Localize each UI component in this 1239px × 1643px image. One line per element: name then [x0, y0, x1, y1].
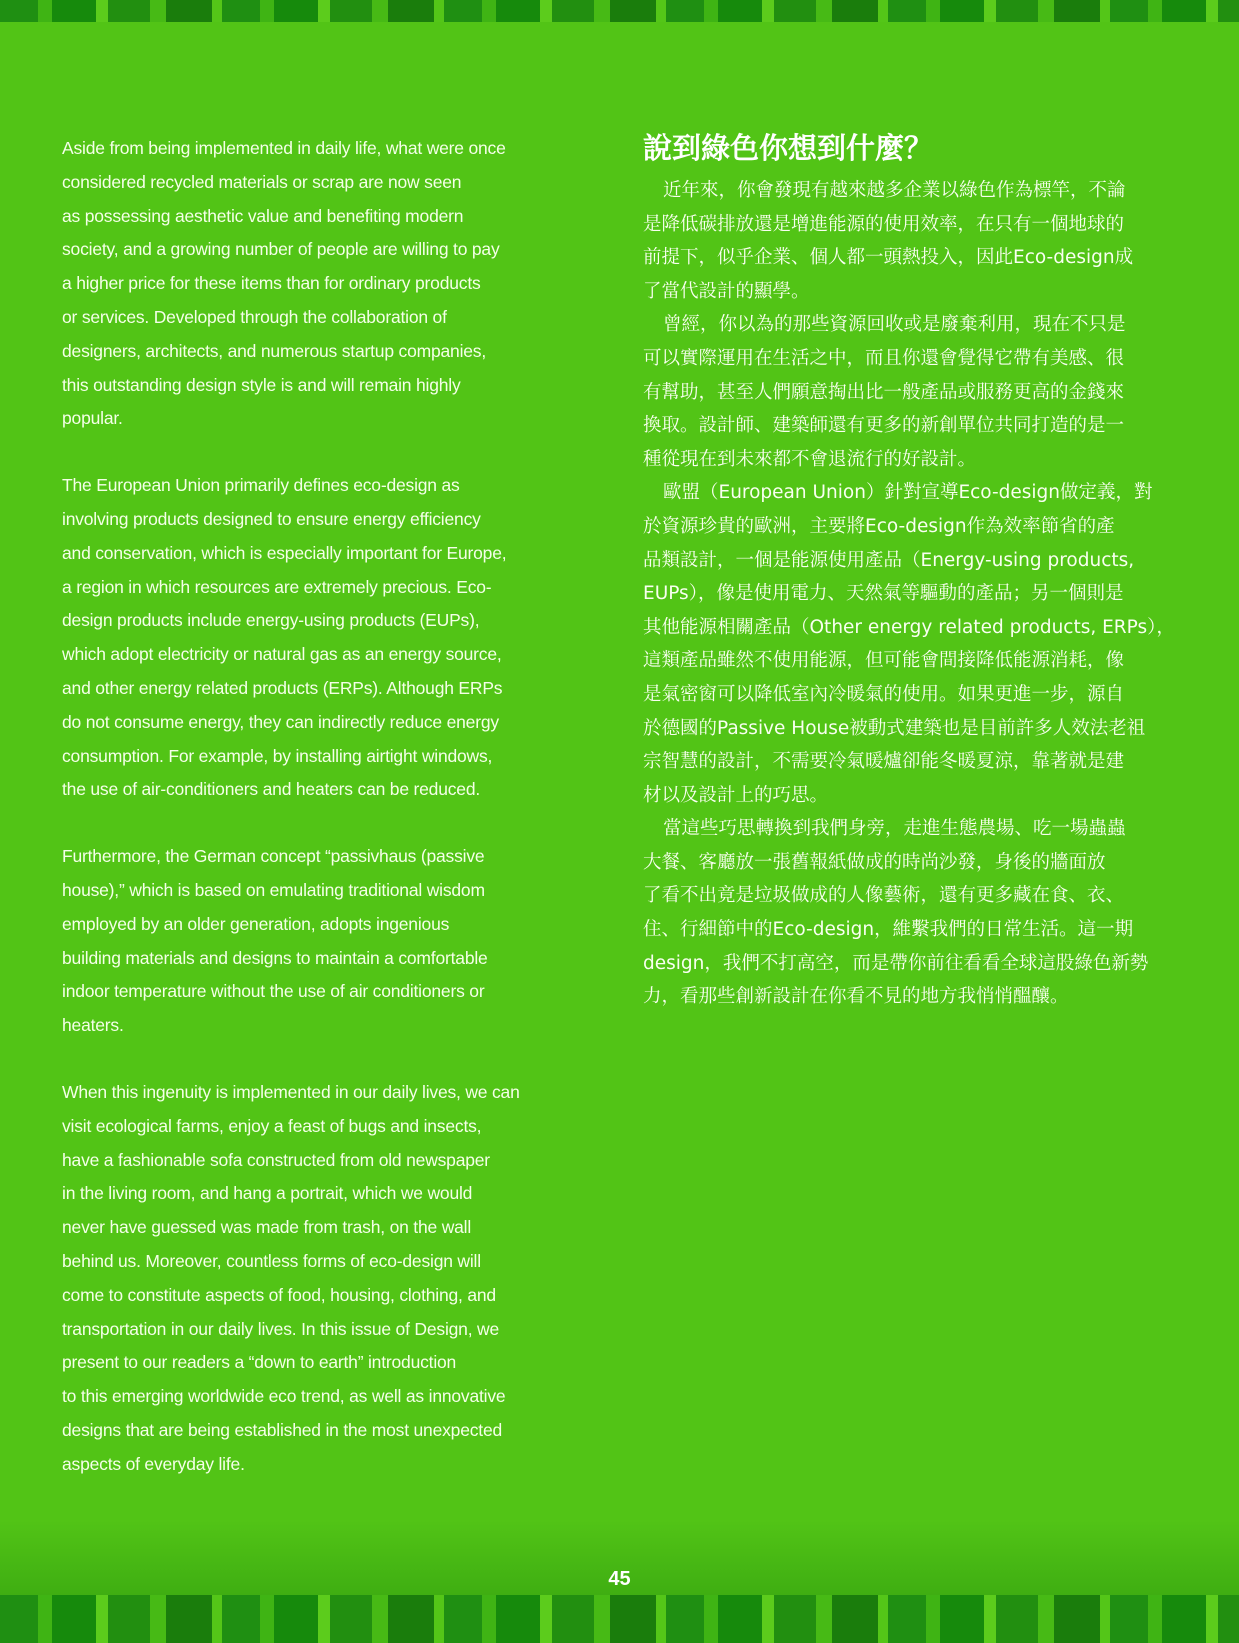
english-text-line: The European Union primarily defines eco-design as [62, 475, 460, 496]
english-paragraph [62, 1076, 582, 1482]
chinese-paragraph [643, 308, 1198, 476]
chinese-text-line: 前提下，似乎企業、個人都一頭熱投入，因此Eco-design成 [643, 247, 1134, 269]
chinese-article-title: 說到綠色你想到什麼？ [643, 131, 934, 165]
english-text-line: in the living room, and hang a portrait, which we would [62, 1183, 473, 1204]
english-text-line: indoor temperature without the use of air conditioners or [62, 981, 485, 1002]
english-text-line: heaters. [62, 1015, 124, 1036]
chinese-text-line: 材以及設計上的巧思。 [643, 784, 829, 806]
chinese-paragraph [643, 174, 1198, 308]
english-text-line: do not consume energy, they can indirectly reduce energy [62, 711, 499, 732]
english-text-line: designs that are being established in the most unexpected [62, 1419, 503, 1440]
english-text-line: building materials and designs to maintain a comfortable [62, 947, 488, 968]
english-paragraph [62, 469, 582, 807]
chinese-text-line: 種從現在到未來都不會退流行的好設計。 [643, 448, 977, 470]
page-number: 45 [608, 1568, 631, 1590]
english-text-line: to this emerging worldwide eco trend, as well as innovative [62, 1386, 506, 1407]
english-text-line: never have guessed was made from trash, on the wall [62, 1217, 472, 1238]
chinese-article-column [643, 128, 1198, 1014]
english-paragraph [62, 840, 582, 1043]
english-text-line: which adopt electricity or natural gas as an energy source, [62, 644, 502, 665]
english-text-line: designers, architects, and numerous startup companies, [62, 340, 487, 361]
english-text-line: a higher price for these items than for ordinary products [62, 273, 481, 294]
english-text-line: and conservation, which is especially important for Europe, [62, 542, 507, 563]
english-text-line: and other energy related products (ERPs). Although ERPs [62, 677, 503, 698]
chinese-text-line: 於德國的Passive House被動式建築也是目前許多人效法老祖 [643, 717, 1146, 739]
english-text-line: aspects of everyday life. [62, 1453, 245, 1474]
english-text-line: come to constitute aspects of food, housing, clothing, and [62, 1284, 496, 1305]
chinese-text-line: design，我們不打高空，而是帶你前往看看全球這股綠色新勢 [643, 952, 1149, 974]
english-text-line: this outstanding design style is and will remain highly [62, 374, 461, 395]
english-paragraph [62, 132, 582, 436]
english-text-line: a region in which resources are extremely precious. Eco- [62, 576, 492, 597]
chinese-text-line: 有幫助，甚至人們願意掏出比一般產品或服務更高的金錢來 [643, 381, 1125, 403]
english-text-line: consumption. For example, by installing airtight windows, [62, 745, 493, 766]
english-text-line: Aside from being implemented in daily life, what were once [62, 138, 506, 158]
chinese-text-line: 當這些巧思轉換到我們身旁，走進生態農場、吃一場蟲蟲 [663, 818, 1126, 840]
chinese-paragraph [643, 476, 1198, 812]
chinese-text-line: 歐盟（European Union）針對宣導Eco-design做定義，對 [663, 482, 1153, 504]
english-text-line: design products include energy-using products (EUPs), [62, 610, 480, 631]
chinese-text-line: 住、行細節中的Eco-design，維繫我們的日常生活。這一期 [643, 919, 1134, 941]
english-text-line: employed by an older generation, adopts ingenious [62, 913, 450, 934]
english-text-line: considered recycled materials or scrap are now seen [62, 171, 462, 192]
english-text-line: have a fashionable sofa constructed from old newspaper [62, 1149, 490, 1170]
chinese-text-line: 品類設計，一個是能源使用產品（Energy-using products, [643, 549, 1135, 571]
english-text-line: or services. Developed through the collaboration of [62, 306, 447, 327]
chinese-text-line: 換取。設計師、建築師還有更多的新創單位共同打造的是一 [643, 415, 1125, 437]
bottom-stripe-border [0, 1595, 1239, 1643]
chinese-text-line: EUPs），像是使用電力、天然氣等驅動的產品；另一個則是 [643, 583, 1124, 605]
chinese-text-line: 曾經，你以為的那些資源回收或是廢棄利用，現在不只是 [663, 314, 1126, 336]
chinese-text-line: 了看不出竟是垃圾做成的人像藝術，還有更多藏在食、衣、 [643, 885, 1125, 907]
chinese-text-line: 近年來，你會發現有越來越多企業以綠色作為標竿，不論 [663, 180, 1126, 201]
english-text-line: visit ecological farms, enjoy a feast of bugs and insects, [62, 1115, 482, 1136]
english-text-line: house),” which is based on emulating traditional wisdom [62, 879, 485, 900]
chinese-text-line: 可以實際運用在生活之中，而且你還會覺得它帶有美感、很 [643, 347, 1125, 369]
english-text-line: involving products designed to ensure energy efficiency [62, 508, 481, 529]
chinese-paragraph [643, 812, 1198, 1014]
chinese-text-line: 了當代設計的顯學。 [643, 280, 810, 302]
english-article-column [62, 132, 582, 1514]
english-text-line: the use of air-conditioners and heaters can be reduced. [62, 779, 481, 800]
english-text-line: When this ingenuity is implemented in our daily lives, we can [62, 1081, 520, 1102]
english-text-line: present to our readers a “down to earth” introduction [62, 1352, 457, 1373]
chinese-text-line: 於資源珍貴的歐洲，主要將Eco-design作為效率節省的產 [643, 515, 1115, 537]
chinese-text-line: 其他能源相關產品（Other energy related products, ERPs）， [643, 616, 1175, 638]
english-text-line: transportation in our daily lives. In this issue of Design, we [62, 1318, 499, 1339]
top-stripe-border [0, 0, 1239, 22]
english-text-line: Furthermore, the German concept “passivhaus (passive [62, 846, 485, 867]
chinese-text-line: 力，看那些創新設計在你看不見的地方我悄悄醞釀。 [643, 986, 1069, 1008]
chinese-text-line: 宗智慧的設計，不需要冷氣暖爐卻能冬暖夏涼，靠著就是建 [643, 751, 1125, 773]
chinese-text-line: 這類產品雖然不使用能源，但可能會間接降低能源消耗，像 [643, 650, 1125, 672]
chinese-text-line: 大餐、客廳放一張舊報紙做成的時尚沙發，身後的牆面放 [643, 851, 1106, 873]
english-text-line: popular. [62, 408, 123, 429]
chinese-text-line: 是氣密窗可以降低室內冷暖氣的使用。如果更進一步，源自 [643, 683, 1125, 705]
english-text-line: behind us. Moreover, countless forms of eco-design will [62, 1250, 481, 1271]
english-text-line: as possessing aesthetic value and benefiting modern [62, 205, 464, 226]
english-text-line: society, and a growing number of people are willing to pay [62, 239, 500, 260]
chinese-text-line: 是降低碳排放還是增進能源的使用效率，在只有一個地球的 [643, 213, 1125, 235]
